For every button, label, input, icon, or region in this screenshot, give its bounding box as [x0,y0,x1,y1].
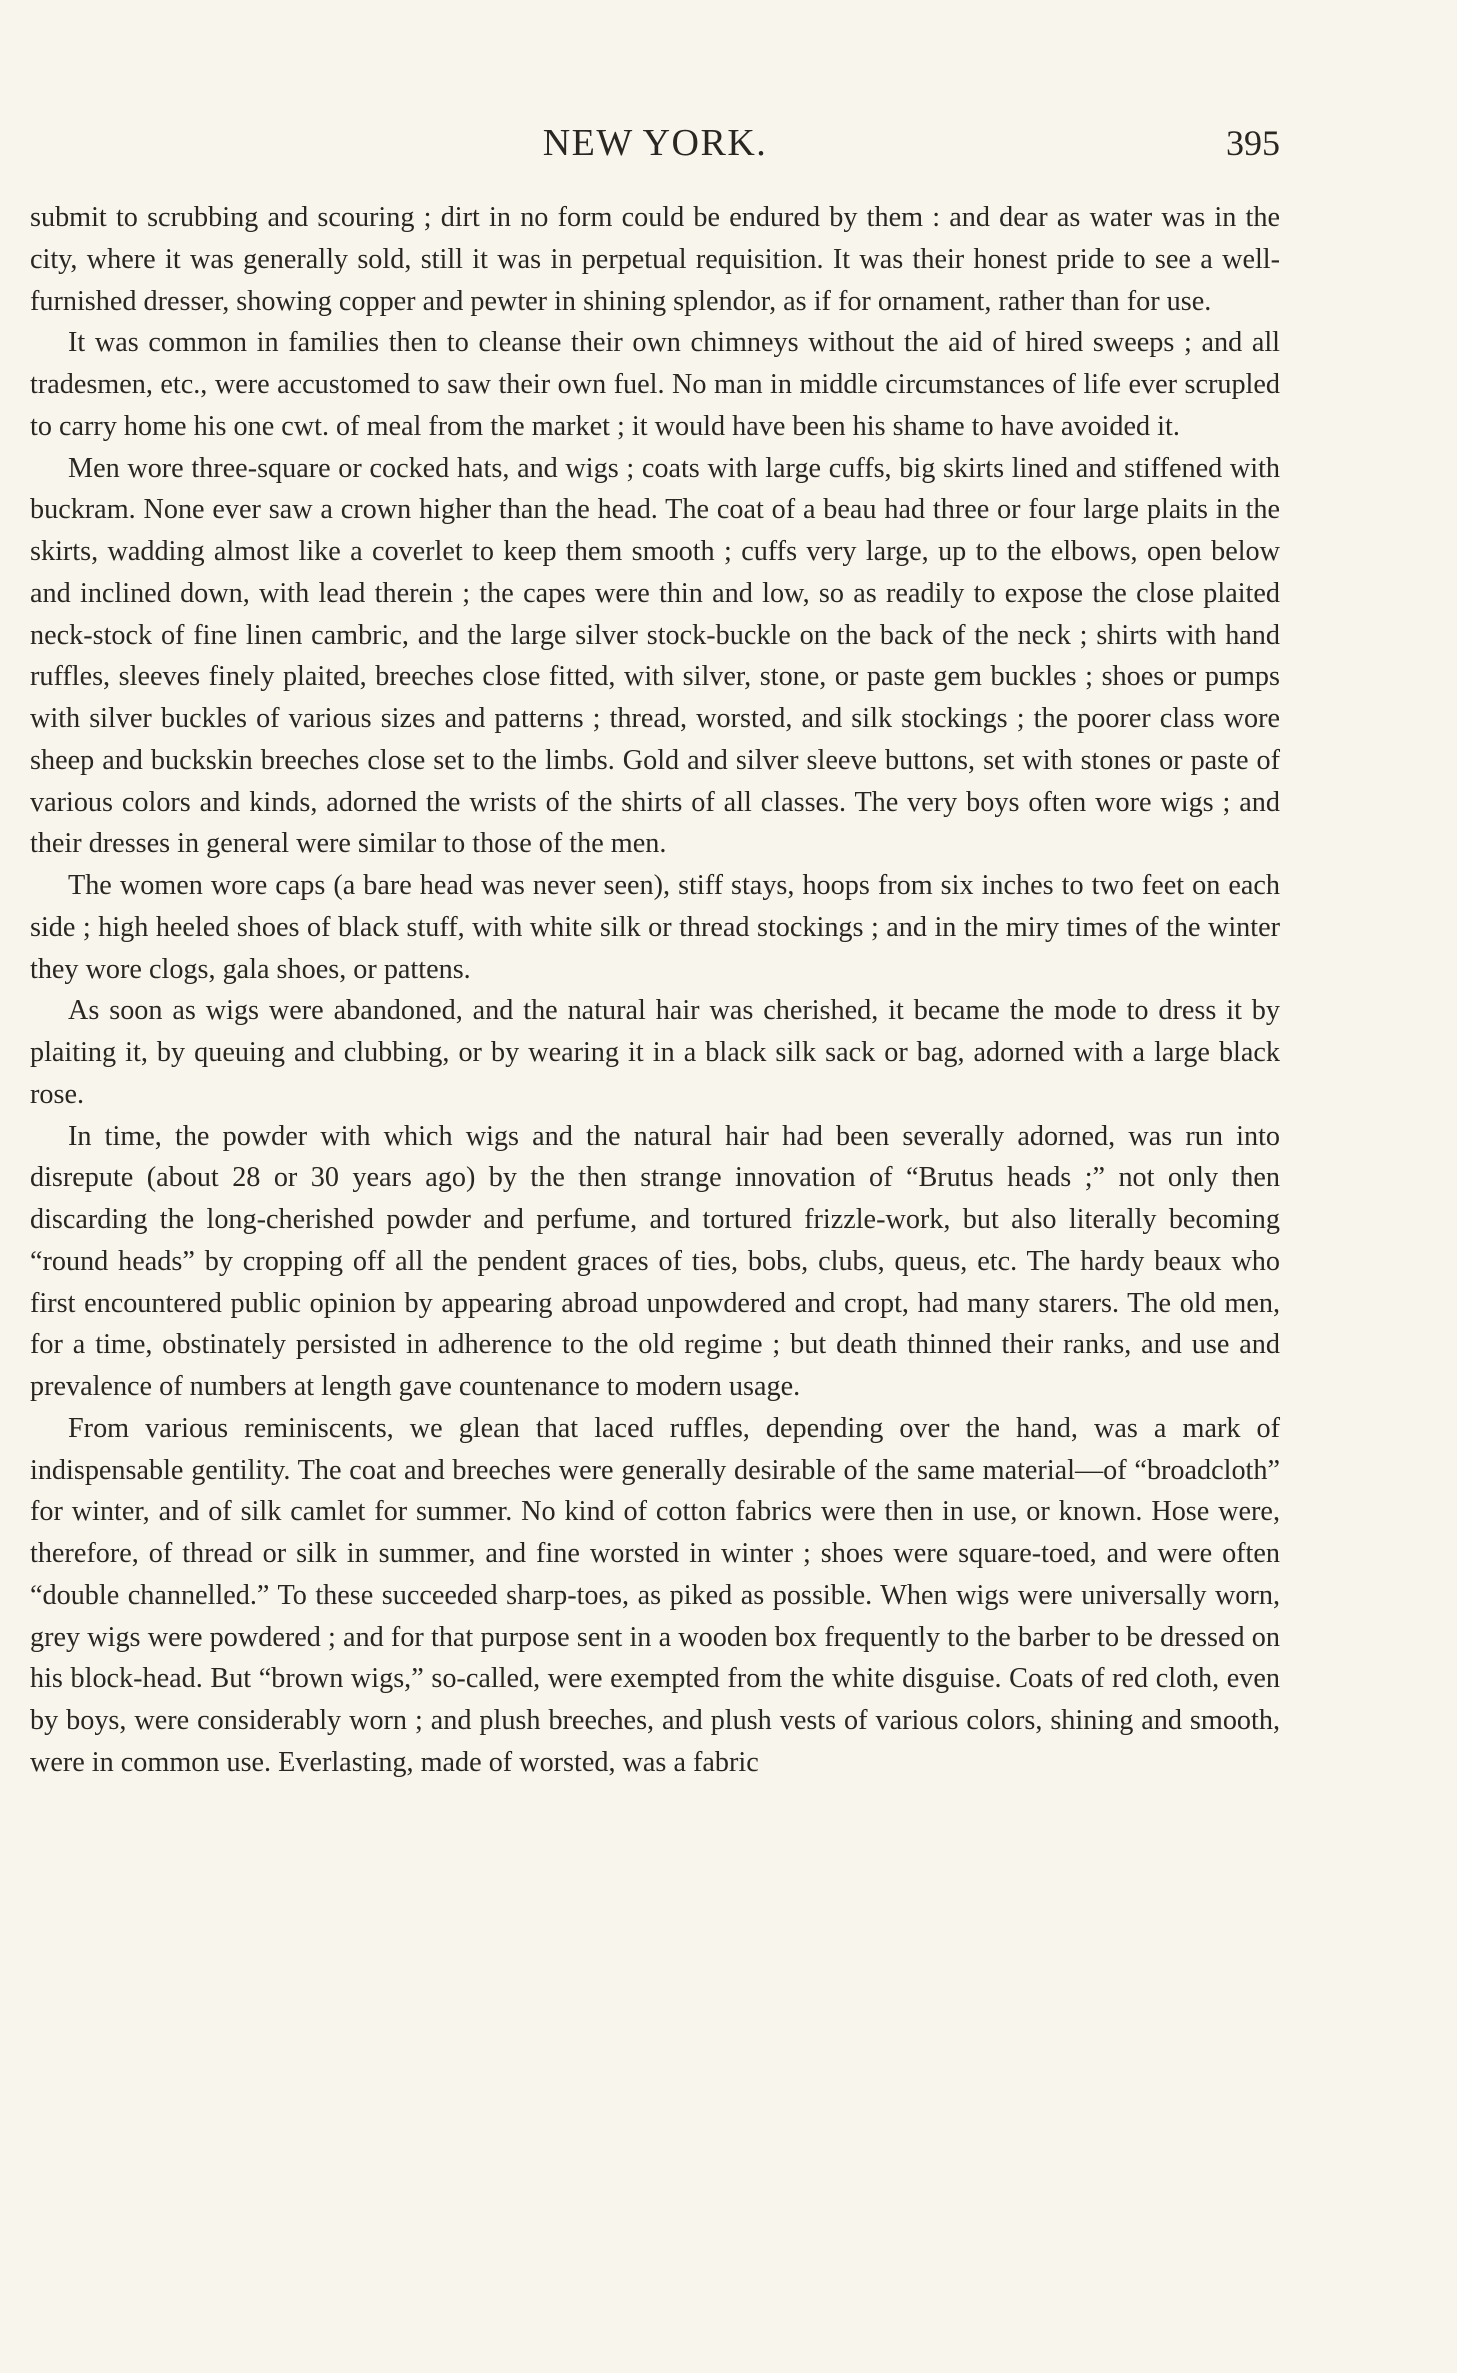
running-title: NEW YORK. [542,122,768,164]
running-head [30,118,1280,168]
paragraph-reminiscents: From various reminiscents, we glean that laced ruffles, depending over the hand, was a mark of indispensable gentility. The coat and breeches were generally desirable of the same material—of “broadcloth” for winter, and of silk camlet for summer. No kind of cotton fabrics were then in use, or known. Hose were, therefore, of thread or silk in summer, and fine worsted in winter ; shoes were square-toed, and were often “double channelled.” To these succeeded sharp-toes, as piked as possible. When wigs were universally worn, grey wigs were powdered ; and for that purpose sent in a wooden box frequently to the barber to be dressed on his block-head. But “brown wigs,” so-called, were exempted from the white disguise. Coats of red cloth, even by boys, were considerably worn ; and plush breeches, and plush vests of various colors, shining and smooth, were in common use. Everlasting, made of worsted, was a fabric [30,1412,1280,1778]
paragraph-brutus-heads: In time, the powder with which wigs and the natural hair had been severally adorned, was run into disrepute (about 28 or 30 years ago) by the then strange innovation of “Brutus heads ;” not only then discarding the long-cherished powder and perfume, and tortured frizzle-work, but also literally becoming “round heads” by cropping off all the pendent graces of ties, bobs, clubs, queus, etc. The hardy beaux who first encountered public opinion by appearing abroad unpowdered and cropt, had many starers. The old men, for a time, obstinately persisted in adherence to the old regime ; but death thinned their ranks, and use and prevalence of numbers at length gave countenance to modern usage. [30,1120,1280,1402]
paragraph-chimneys: It was common in families then to cleanse their own chimneys without the aid of hired sweeps ; and all tradesmen, etc., were accustomed to saw their own fuel. No man in middle circumstances of life ever scrupled to carry home his one cwt. of meal from the market ; it would have been his shame to have avoided it. [30,327,1280,442]
paragraph-continuation: submit to scrubbing and scouring ; dirt in no form could be endured by them : and dear as water was in the city, where it was generally sold, still it was in perpetual requisition. It was their honest pride to see a well-furnished dresser, showing copper and pewter in shining splendor, as if for ornament, rather than for use. [30,202,1280,317]
page-number: 395 [1226,123,1280,163]
paragraph-hair: As soon as wigs were abandoned, and the natural hair was cherished, it became the mode to dress it by plaiting it, by queuing and clubbing, or by wearing it in a black silk sack or bag, adorned with a large black rose. [30,995,1280,1110]
paragraph-womens-dress: The women wore caps (a bare head was never seen), stiff stays, hoops from six inches to two feet on each side ; high heeled shoes of black stuff, with white silk or thread stockings ; and in the miry times of the winter they wore clogs, gala shoes, or pattens. [30,870,1280,985]
paragraph-mens-dress: Men wore three-square or cocked hats, and wigs ; coats with large cuffs, big skirts lined and stiffened with buckram. None ever saw a crown higher than the head. The coat of a beau had three or four large plaits in the skirts, wadding almost like a coverlet to keep them smooth ; cuffs very large, up to the elbows, open below and inclined down, with lead therein ; the capes were thin and low, so as readily to expose the close plaited neck-stock of fine linen cambric, and the large silver stock-buckle on the back of the neck ; shirts with hand ruffles, sleeves finely plaited, breeches close fitted, with silver, stone, or paste gem buckles ; shoes or pumps with silver buckles of various sizes and patterns ; thread, worsted, and silk stockings ; the poorer class wore sheep and buckskin breeches close set to the limbs. Gold and silver sleeve buttons, set with stones or paste of various colors and kinds, adorned the wrists of the shirts of all classes. The very boys often wore wigs ; and their dresses in general were similar to those of the men. [30,452,1280,860]
body-text [30,197,1280,1784]
